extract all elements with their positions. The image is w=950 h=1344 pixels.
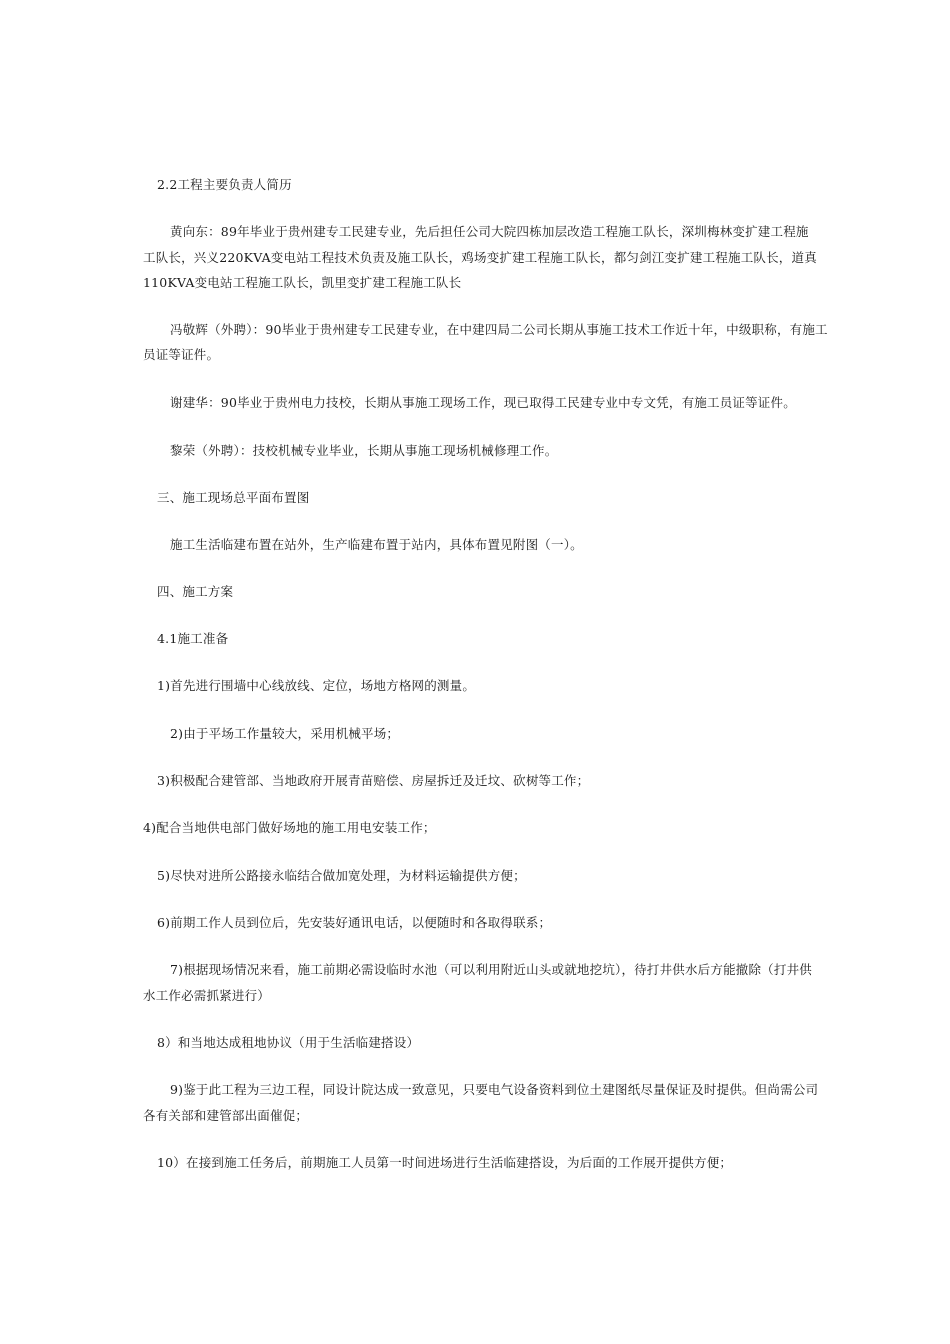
paragraph-huang-line-3: 110KVA变电站工程施工队长，凯里变扩建工程施工队长 (143, 275, 462, 290)
list-item-5: 5)尽快对进所公路接永临结合做加宽处理，为材料运输提供方便； (157, 868, 526, 883)
list-item-9-line-1: 9)鉴于此工程为三边工程，同设计院达成一致意见，只要电气设备资料到位土建图纸尽量保证及时提供。但尚需公司 (170, 1082, 819, 1097)
list-item-2: 2)由于平场工作量较大，采用机械平场； (170, 726, 400, 741)
section-4-1-heading: 4.1施工准备 (157, 631, 229, 646)
list-item-10: 10）在接到施工任务后，前期施工人员第一时间进场进行生活临建搭设，为后面的工作展开提供方便； (157, 1155, 733, 1170)
section-2-2-heading: 2.2工程主要负责人简历 (157, 177, 292, 192)
section-4-heading: 四、施工方案 (157, 584, 234, 599)
list-item-1: 1)首先进行围墙中心线放线、定位，场地方格网的测量。 (157, 678, 476, 693)
list-item-6: 6)前期工作人员到位后，先安装好通讯电话，以便随时和各取得联系； (157, 915, 552, 930)
list-item-3: 3)积极配合建管部、当地政府开展青苗赔偿、房屋拆迁及迁坟、砍树等工作； (157, 773, 590, 788)
paragraph-xie: 谢建华：90毕业于贵州电力技校，长期从事施工现场工作，现已取得工民建专业中专文凭，有施工员证等证件。 (170, 395, 796, 410)
section-3-body: 施工生活临建布置在站外，生产临建布置于站内，具体布置见附图（一）。 (170, 537, 583, 552)
list-item-9-line-2: 各有关部和建管部出面催促； (143, 1108, 309, 1123)
list-item-4: 4)配合当地供电部门做好场地的施工用电安装工作； (143, 820, 436, 835)
list-item-7-line-1: 7)根据现场情况来看，施工前期必需设临时水池（可以利用附近山头或就地挖坑），待打井供水后方能撤除（打井供 (170, 962, 812, 977)
paragraph-huang-line-1: 黄向东：89年毕业于贵州建专工民建专业，先后担任公司大院四栋加层改造工程施工队长，深圳梅林变扩建工程施 (170, 224, 809, 239)
list-item-7-line-2: 水工作必需抓紧进行） (143, 988, 271, 1003)
paragraph-feng-line-1: 冯敬辉（外聘）：90毕业于贵州建专工民建专业，在中建四局二公司长期从事施工技术工作近十年，中级职称，有施工 (170, 322, 828, 337)
section-3-heading: 三、施工现场总平面布置图 (157, 490, 310, 505)
paragraph-feng-line-2: 员证等证件。 (143, 347, 220, 362)
list-item-8: 8）和当地达成租地协议（用于生活临建搭设） (157, 1035, 420, 1050)
paragraph-huang-line-2: 工队长，兴义220KVA变电站工程技术负责及施工队长，鸡场变扩建工程施工队长，都匀剑江变扩建工程施工队长，道真 (143, 250, 817, 265)
paragraph-li: 黎荣（外聘）：技校机械专业毕业，长期从事施工现场机械修理工作。 (170, 443, 558, 458)
